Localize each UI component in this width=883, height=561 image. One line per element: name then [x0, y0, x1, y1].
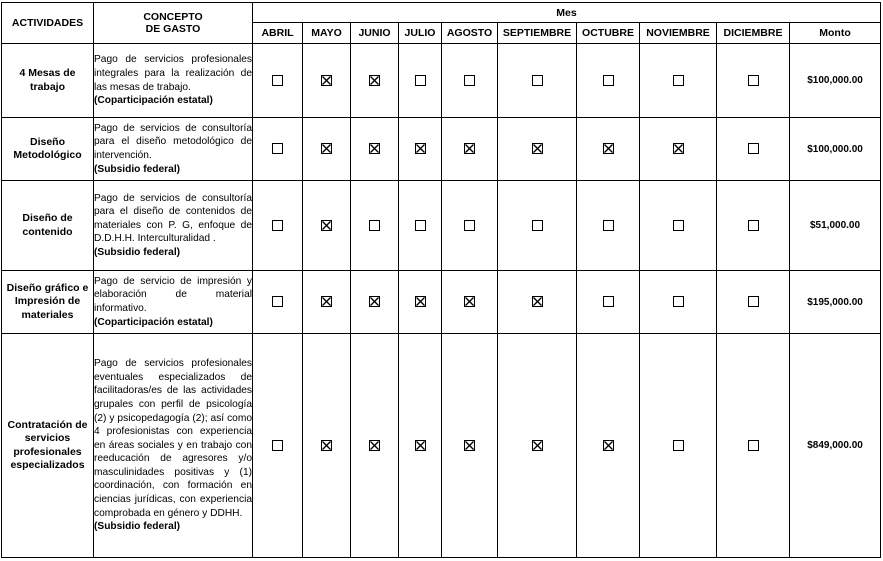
empty-box-icon[interactable]	[673, 440, 684, 451]
checked-box-icon[interactable]	[321, 75, 332, 86]
activity-cell: 4 Mesas de trabajo	[2, 44, 94, 118]
concept-cell	[94, 334, 253, 558]
month-checkbox-cell	[351, 334, 399, 558]
empty-box-icon[interactable]	[748, 440, 759, 451]
checked-box-icon[interactable]	[603, 143, 614, 154]
concept-description: Pago de servicios profesionales eventuales especializados de facilitadoras/es de las actividades grupales con perfil de psicología (2) y psicopedagogía (2); así como 4 profesionistas con experiencia en áreas sociales y en trabajo con reeducación de agresores y/o masculinidades positivas y (1) coordinación, con formación en ciencias jurídicas, con experiencia comprobada en género y DDHH.	[94, 358, 252, 519]
month-checkbox-cell	[399, 334, 442, 558]
month-checkbox-cell	[577, 334, 640, 558]
amount-cell: $100,000.00	[790, 118, 881, 181]
funding-source: (Coparticipación estatal)	[94, 95, 213, 107]
empty-box-icon[interactable]	[272, 143, 283, 154]
concept-header-line2: DE GASTO	[145, 23, 201, 35]
month-checkbox-cell	[717, 118, 790, 181]
empty-box-icon[interactable]	[532, 220, 543, 231]
month-checkbox-cell	[577, 118, 640, 181]
checked-box-icon[interactable]	[464, 440, 475, 451]
concept-description: Pago de servicios de consultoría para el diseño metodológico de intervención.	[94, 122, 252, 161]
empty-box-icon[interactable]	[603, 220, 614, 231]
checked-box-icon[interactable]	[321, 143, 332, 154]
empty-box-icon[interactable]	[464, 220, 475, 231]
month-header: JULIO	[399, 23, 442, 44]
checked-box-icon[interactable]	[321, 220, 332, 231]
month-checkbox-cell	[498, 271, 577, 334]
funding-source: (Subsidio federal)	[94, 246, 181, 258]
month-checkbox-cell	[640, 118, 717, 181]
empty-box-icon[interactable]	[272, 220, 283, 231]
month-checkbox-cell	[253, 334, 303, 558]
checked-box-icon[interactable]	[369, 296, 380, 307]
table-row	[2, 118, 881, 181]
activity-cell: Diseño de contenido	[2, 181, 94, 271]
month-header: MAYO	[303, 23, 351, 44]
amount-cell: $195,000.00	[790, 271, 881, 334]
empty-box-icon[interactable]	[532, 75, 543, 86]
month-checkbox-cell	[303, 44, 351, 118]
month-header: OCTUBRE	[577, 23, 640, 44]
month-checkbox-cell	[640, 181, 717, 271]
table-row	[2, 44, 881, 118]
month-checkbox-cell	[351, 271, 399, 334]
activity-cell: Diseño gráfico e Impresión de materiales	[2, 271, 94, 334]
month-header: NOVIEMBRE	[640, 23, 717, 44]
empty-box-icon[interactable]	[415, 75, 426, 86]
empty-box-icon[interactable]	[464, 75, 475, 86]
checked-box-icon[interactable]	[415, 440, 426, 451]
checked-box-icon[interactable]	[464, 296, 475, 307]
month-header: ABRIL	[253, 23, 303, 44]
month-checkbox-cell	[717, 44, 790, 118]
month-checkbox-cell	[640, 271, 717, 334]
month-checkbox-cell	[303, 118, 351, 181]
checked-box-icon[interactable]	[532, 143, 543, 154]
month-checkbox-cell	[442, 334, 498, 558]
concept-cell	[94, 118, 253, 181]
funding-source: (Subsidio federal)	[94, 521, 181, 533]
concept-cell	[94, 271, 253, 334]
checked-box-icon[interactable]	[369, 75, 380, 86]
checked-box-icon[interactable]	[321, 440, 332, 451]
activity-schedule-table	[1, 2, 881, 558]
month-checkbox-cell	[442, 44, 498, 118]
concept-description: Pago de servicios profesionales integrales para la realización de las mesas de trabajo.	[94, 54, 252, 93]
month-checkbox-cell	[498, 334, 577, 558]
month-checkbox-cell	[351, 181, 399, 271]
checked-box-icon[interactable]	[603, 440, 614, 451]
month-checkbox-cell	[577, 181, 640, 271]
month-checkbox-cell	[351, 44, 399, 118]
funding-source: (Coparticipación estatal)	[94, 316, 213, 328]
empty-box-icon[interactable]	[272, 440, 283, 451]
month-checkbox-cell	[253, 181, 303, 271]
amount-cell: $849,000.00	[790, 334, 881, 558]
checked-box-icon[interactable]	[369, 143, 380, 154]
checked-box-icon[interactable]	[464, 143, 475, 154]
empty-box-icon[interactable]	[748, 296, 759, 307]
month-checkbox-cell	[303, 181, 351, 271]
table-row	[2, 271, 881, 334]
month-checkbox-cell	[303, 334, 351, 558]
month-checkbox-cell	[717, 181, 790, 271]
empty-box-icon[interactable]	[748, 75, 759, 86]
month-checkbox-cell	[303, 271, 351, 334]
month-checkbox-cell	[399, 44, 442, 118]
month-header: DICIEMBRE	[717, 23, 790, 44]
month-header: JUNIO	[351, 23, 399, 44]
month-checkbox-cell	[253, 118, 303, 181]
month-checkbox-cell	[253, 44, 303, 118]
empty-box-icon[interactable]	[603, 75, 614, 86]
month-checkbox-cell	[717, 271, 790, 334]
activity-cell: Diseño Metodológico	[2, 118, 94, 181]
checked-box-icon[interactable]	[532, 440, 543, 451]
empty-box-icon[interactable]	[673, 220, 684, 231]
funding-source: (Subsidio federal)	[94, 163, 181, 175]
month-checkbox-cell	[577, 44, 640, 118]
empty-box-icon[interactable]	[748, 143, 759, 154]
month-checkbox-cell	[498, 118, 577, 181]
month-checkbox-cell	[498, 181, 577, 271]
checked-box-icon[interactable]	[321, 296, 332, 307]
month-checkbox-cell	[577, 271, 640, 334]
table-row	[2, 334, 881, 558]
empty-box-icon[interactable]	[415, 220, 426, 231]
empty-box-icon[interactable]	[673, 75, 684, 86]
concept-description: Pago de servicios de consultoría para el diseño de contenidos de materiales con P. G, enfoque de D.D.H.H. Interculturalidad .	[94, 192, 252, 245]
empty-box-icon[interactable]	[748, 220, 759, 231]
empty-box-icon[interactable]	[603, 296, 614, 307]
empty-box-icon[interactable]	[369, 220, 380, 231]
month-checkbox-cell	[442, 118, 498, 181]
activity-cell: Contratación de servicios profesionales especializados	[2, 334, 94, 558]
checked-box-icon[interactable]	[415, 296, 426, 307]
month-checkbox-cell	[640, 334, 717, 558]
month-header: AGOSTO	[442, 23, 498, 44]
checked-box-icon[interactable]	[532, 296, 543, 307]
month-checkbox-cell	[640, 44, 717, 118]
month-checkbox-cell	[253, 271, 303, 334]
month-checkbox-cell	[717, 334, 790, 558]
month-checkbox-cell	[498, 44, 577, 118]
empty-box-icon[interactable]	[272, 296, 283, 307]
concept-description: Pago de servicio de impresión y elaboración de material informativo.	[94, 275, 252, 314]
amount-header: Monto	[790, 23, 881, 44]
checked-box-icon[interactable]	[369, 440, 380, 451]
amount-cell: $51,000.00	[790, 181, 881, 271]
activities-header: ACTIVIDADES	[2, 3, 94, 44]
month-checkbox-cell	[351, 118, 399, 181]
month-checkbox-cell	[399, 271, 442, 334]
checked-box-icon[interactable]	[415, 143, 426, 154]
table-row	[2, 181, 881, 271]
concept-header-line1: CONCEPTO	[143, 11, 203, 23]
empty-box-icon[interactable]	[272, 75, 283, 86]
month-checkbox-cell	[442, 271, 498, 334]
month-header: SEPTIEMBRE	[498, 23, 577, 44]
checked-box-icon[interactable]	[673, 143, 684, 154]
amount-cell: $100,000.00	[790, 44, 881, 118]
month-checkbox-cell	[399, 118, 442, 181]
month-checkbox-cell	[399, 181, 442, 271]
concept-cell	[94, 181, 253, 271]
concept-header	[94, 3, 253, 44]
month-checkbox-cell	[442, 181, 498, 271]
empty-box-icon[interactable]	[673, 296, 684, 307]
concept-cell	[94, 44, 253, 118]
month-group-header: Mes	[253, 3, 881, 23]
